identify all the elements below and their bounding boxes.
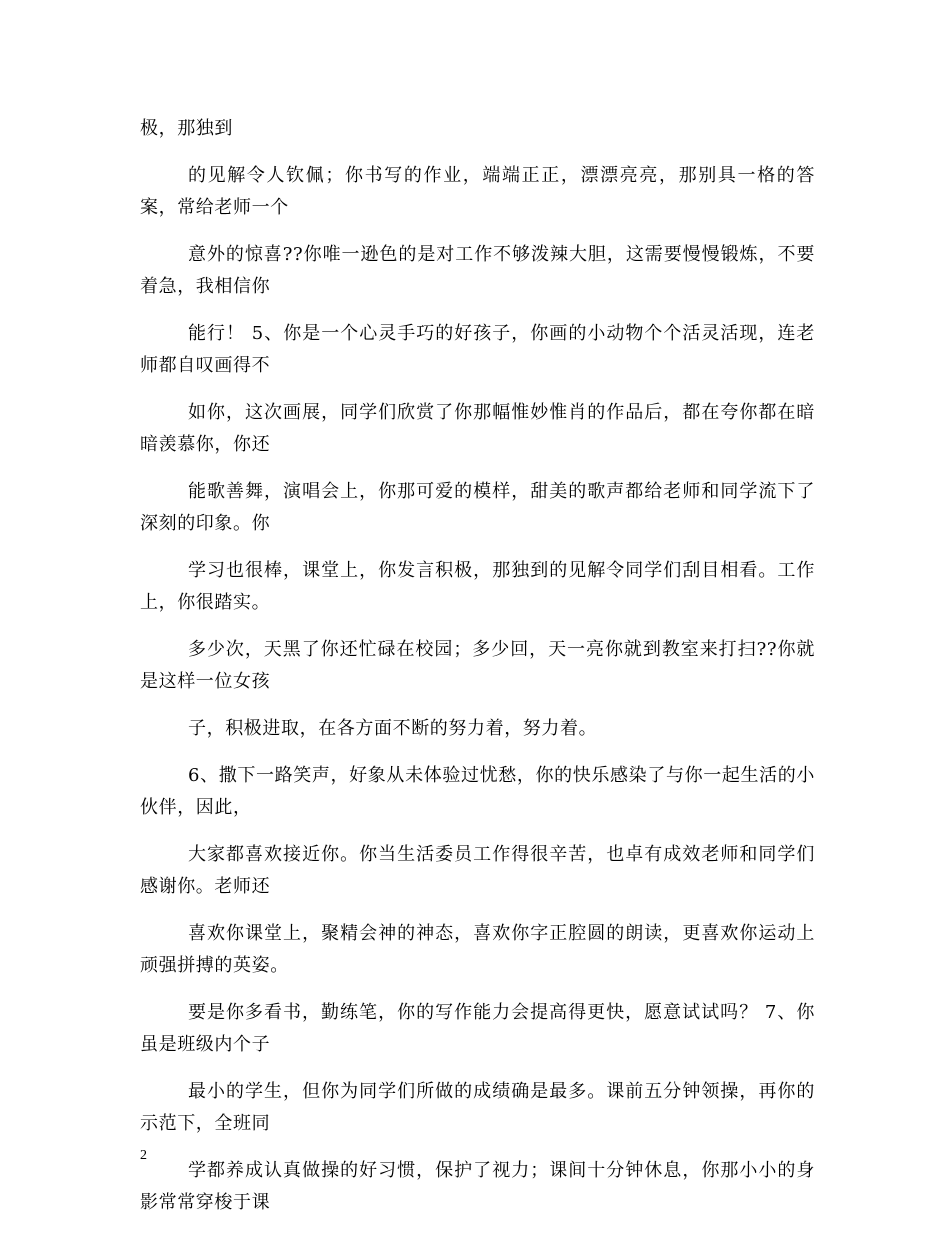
paragraph: 大家都喜欢接近你。你当生活委员工作得很辛苦，也卓有成效老师和同学们感谢你。老师还 — [140, 844, 815, 897]
paragraph: 喜欢你课堂上，聚精会神的神态，喜欢你字正腔圆的朗读，更喜欢你运动上顽强拼搏的英姿。 — [140, 923, 815, 976]
body-text — [140, 113, 815, 1234]
paragraph: 极，那独到 — [140, 118, 233, 139]
paragraph: 能行！ 5、你是一个心灵手巧的好孩子，你画的小动物个个活灵活现，连老师都自叹画得不 — [140, 323, 815, 376]
paragraph: 学习也很棒，课堂上，你发言积极，那独到的见解令同学们刮目相看。工作上，你很踏实。 — [140, 560, 815, 613]
page-number: 2 — [140, 1148, 147, 1163]
paragraph: 子，积极进取，在各方面不断的努力着，努力着。 — [188, 718, 598, 739]
paragraph: 意外的惊喜??你唯一逊色的是对工作不够泼辣大胆，这需要慢慢锻炼，不要着急，我相信你 — [140, 244, 815, 297]
paragraph: 多少次，天黑了你还忙碌在校园；多少回，天一亮你就到教室来打扫??你就是这样一位女孩 — [140, 639, 815, 692]
paragraph: 能歌善舞，演唱会上，你那可爱的模样，甜美的歌声都给老师和同学流下了深刻的印象。你 — [140, 481, 815, 534]
paragraph: 学都养成认真做操的好习惯，保护了视力；课间十分钟休息，你那小小的身影常常穿梭于课 — [140, 1160, 815, 1213]
paragraph: 最小的学生，但你为同学们所做的成绩确是最多。课前五分钟领操，再你的示范下，全班同 — [140, 1081, 815, 1134]
paragraph: 6、撒下一路笑声，好象从未体验过忧愁，你的快乐感染了与你一起生活的小伙伴，因此， — [140, 765, 815, 818]
paragraph: 如你，这次画展，同学们欣赏了你那幅惟妙惟肖的作品后，都在夸你都在暗暗羡慕你，你还 — [140, 402, 815, 455]
paragraph: 要是你多看书，勤练笔，你的写作能力会提高得更快，愿意试试吗？ 7、你虽是班级内个子 — [140, 1002, 815, 1055]
paragraph: 的见解令人钦佩；你书写的作业，端端正正，漂漂亮亮，那别具一格的答案，常给老师一个 — [140, 165, 815, 218]
